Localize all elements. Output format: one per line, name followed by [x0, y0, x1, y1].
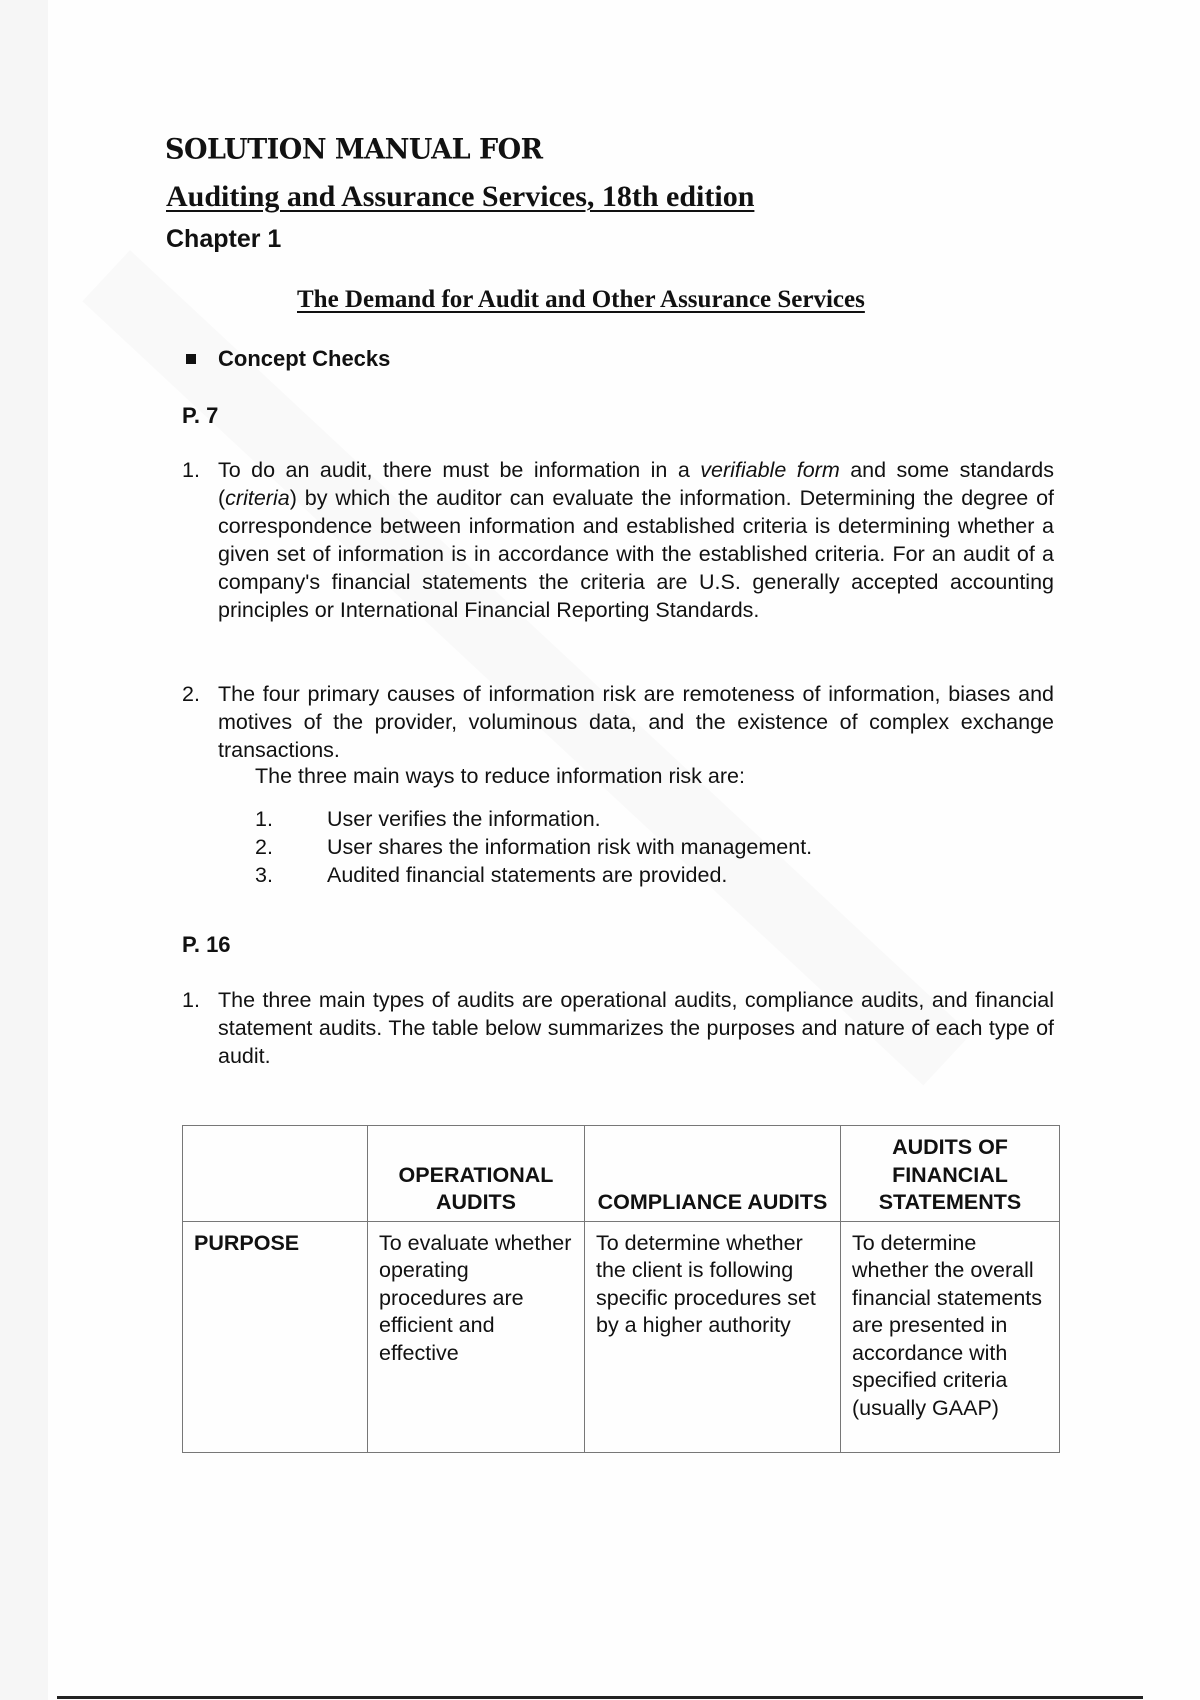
list-number: 1.: [255, 807, 273, 831]
footer-rule: [57, 1696, 1143, 1699]
text-run: ) by which the auditor can evaluate the information. Determining the degree of correspondence between information and established criteria is determining whether a given set of information is in accordance with the established criteria. For an audit of a company's financial statements the criteria are U.S. generally accepted accounting principles or International Financial Reporting Standards.: [218, 486, 1054, 622]
text-run: and some standards (: [218, 458, 1054, 510]
sub-list-intro: The three main ways to reduce information risk are:: [255, 764, 745, 788]
item-number: 2.: [182, 682, 200, 706]
page-margin: [0, 0, 48, 1700]
list-number: 3.: [255, 863, 273, 887]
item-text: [218, 456, 1054, 624]
risk-reduction-list: [255, 805, 812, 889]
list-number: 2.: [255, 835, 273, 859]
table-row: [183, 1221, 1060, 1452]
item-text: The four primary causes of information risk are remoteness of information, biases and motives of the provider, voluminous data, and the existence of complex exchange transactions.: [218, 682, 1054, 762]
item-number: 1.: [182, 458, 200, 482]
table-cell: To evaluate whether operating procedures are efficient and effective: [368, 1221, 585, 1452]
row-label-purpose: PURPOSE: [183, 1221, 368, 1452]
item-number: 1.: [182, 988, 200, 1012]
concept-checks-heading: [186, 346, 390, 372]
list-item: [255, 833, 812, 861]
italic-run: verifiable form: [700, 458, 840, 482]
book-title: Auditing and Assurance Services, 18th edition: [166, 180, 755, 213]
manual-heading: SOLUTION MANUAL FOR: [165, 133, 543, 166]
item-text: The three main types of audits are operational audits, compliance audits, and financial statement audits. The table below summarizes the purposes and nature of each type of audit.: [218, 988, 1054, 1068]
header-cell-financial: AUDITS OF FINANCIAL STATEMENTS: [841, 1126, 1060, 1222]
table-cell: To determine whether the overall financial statements are presented in accordance with specified criteria (usually GAAP): [841, 1221, 1060, 1452]
header-cell-compliance: COMPLIANCE AUDITS: [585, 1126, 841, 1222]
table-cell: To determine whether the client is following specific procedures set by a higher authority: [585, 1221, 841, 1452]
concept-checks-label: Concept Checks: [218, 346, 391, 371]
list-text: User shares the information risk with management.: [327, 835, 813, 859]
header-cell-operational: OPERATIONAL AUDITS: [368, 1126, 585, 1222]
page-ref-p16: P. 16: [182, 932, 231, 957]
list-text: User verifies the information.: [327, 807, 601, 831]
section-title: The Demand for Audit and Other Assurance Services: [297, 286, 865, 313]
list-item: [255, 861, 812, 889]
list-item: [255, 805, 812, 833]
answer-item: [182, 680, 1054, 764]
italic-run: criteria: [225, 486, 290, 510]
square-bullet-icon: [186, 354, 196, 364]
audit-types-table: [182, 1125, 1060, 1453]
table-header-row: [183, 1126, 1060, 1222]
list-text: Audited financial statements are provided.: [327, 863, 728, 887]
page-ref-p7: P. 7: [182, 403, 219, 428]
text-run: To do an audit, there must be information in a: [218, 458, 701, 482]
header-cell-empty: [183, 1126, 368, 1222]
chapter-label: Chapter 1: [166, 225, 282, 253]
answer-item: [182, 456, 1054, 624]
answer-item: [182, 986, 1054, 1070]
